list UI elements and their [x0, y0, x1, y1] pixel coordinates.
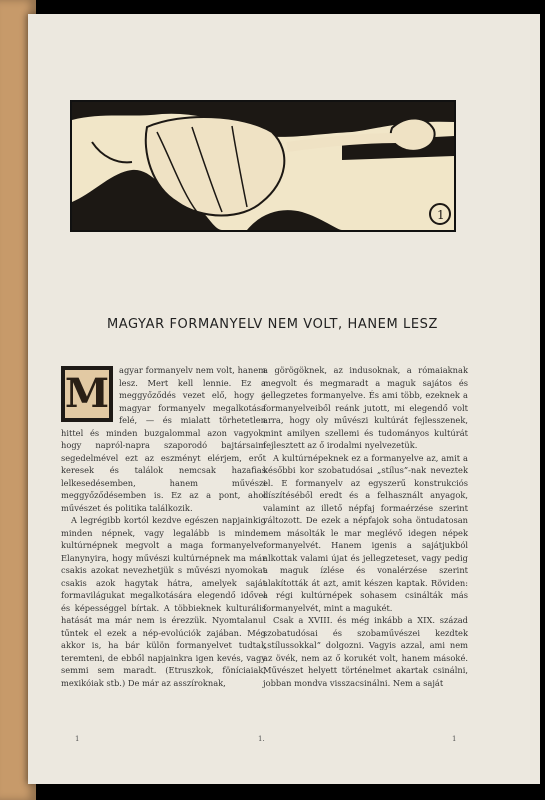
drop-cap	[61, 366, 113, 422]
right-paragraph-2: A kultúrnépeknek ez a formanyelve az, amit a későbbi kor szobatudósai „stílus”-nak neveztek el. E formanyelv az egyszerű konstrukciós díszítéséből eredt és a felhasznált anyagok, valamint az illető népfaj formaérzése szerint változott. De ezek a népfajok soha öntudatosan nem másolták le mar meglévő idegen népek formanyelvét. Hanem igenis a sajátjukból alkottak valami újat és jellegzeteset, vagy pedig a maguk ízlése és vonalérzése szerint alakították át azt, amit készen kaptak. Röviden: a régi kultúrnépek sohasem csinálták más formanyelvét, mint a magukét.	[263, 452, 468, 613]
footer-mark-right: 1	[452, 735, 457, 743]
left-column	[61, 364, 266, 689]
right-paragraph-1: a görögöknek, az indusoknak, a rómaiaknak megvolt és megmaradt a maguk sajátos és jellegzetes formanyelve. És ami több, ezeknek a formanyelveiből reánk jutott, mi elegendő volt arra, hogy oly művészi kultúrát fejlesszenek, mint amilyen szellemi és tudományos kultúrát fejlesztett az ő irodalmi nyelvezetük.	[263, 365, 468, 450]
right-column	[263, 364, 468, 689]
article-title: MAGYAR FORMANYELV NEM VOLT, HANEM LESZ	[106, 317, 439, 332]
drop-cap-letter: M	[64, 369, 110, 417]
header-illustration	[70, 100, 456, 232]
footer-mark-center: 1.	[258, 735, 265, 743]
svg-text:1: 1	[437, 208, 445, 222]
art-nouveau-illustration	[72, 102, 454, 230]
footer-mark-left: 1	[75, 735, 80, 743]
left-paragraph-2: A legrégibb kortól kezdve egészen napjainkig minden népnek, vagy legalább is minden kultúrnépnek megvolt a maga formanyelve. Elanynyira, hogy művészi kultúrnépnek ma már csakis azokat nevezhetjük s művészi nyomokat csakis azok hagytak hátra, amelyek saját formavilágukat megalkotására elegendő idővel és képességgel bírtak. A többieknek kulturális hatását ma már nem is érezzük. Nyomtalanul tűntek el ezek a nép-evolúciók zajában. Még akkor is, ha bár külön formanyelvet tudtak teremteni, de ebből napjainkra igen kevés, vagy semmi sem maradt. (Etruszkok, föníciaiak, mexikóiak stb.) De már az asszíroknak,	[61, 515, 266, 688]
left-paragraph-1: agyar formanyelv nem volt, hanem lesz. Mert kell lennie. Ez a meggyőződés vezet elő, hogy a magyar formanyelv megalkotása felé, — és mialatt törhetetlen hittel és minden buzgalommal azon vagyok, hogy napról-napra szaporodó bajtársaim segedelmével ezt az eszményt elérjem, erőt keresek és találok nemcsak hazafias lelkesedésemben, hanem művészi meggyőződésemben is. Ez az a pont, ahol művészet és politika találkozik.	[61, 365, 266, 513]
right-paragraph-3: Csak a XVIII. és még inkább a XIX. század szobatudósai és szobaművészei kezdtek „stílussokkal” dolgozni. Vagyis azzal, ami nem az övék, nem az ő korukét volt, hanem másoké. Művészet helyett történelmet akartak csinálni, jobban mondva visszacsinálni. Nem a saját	[263, 615, 468, 688]
